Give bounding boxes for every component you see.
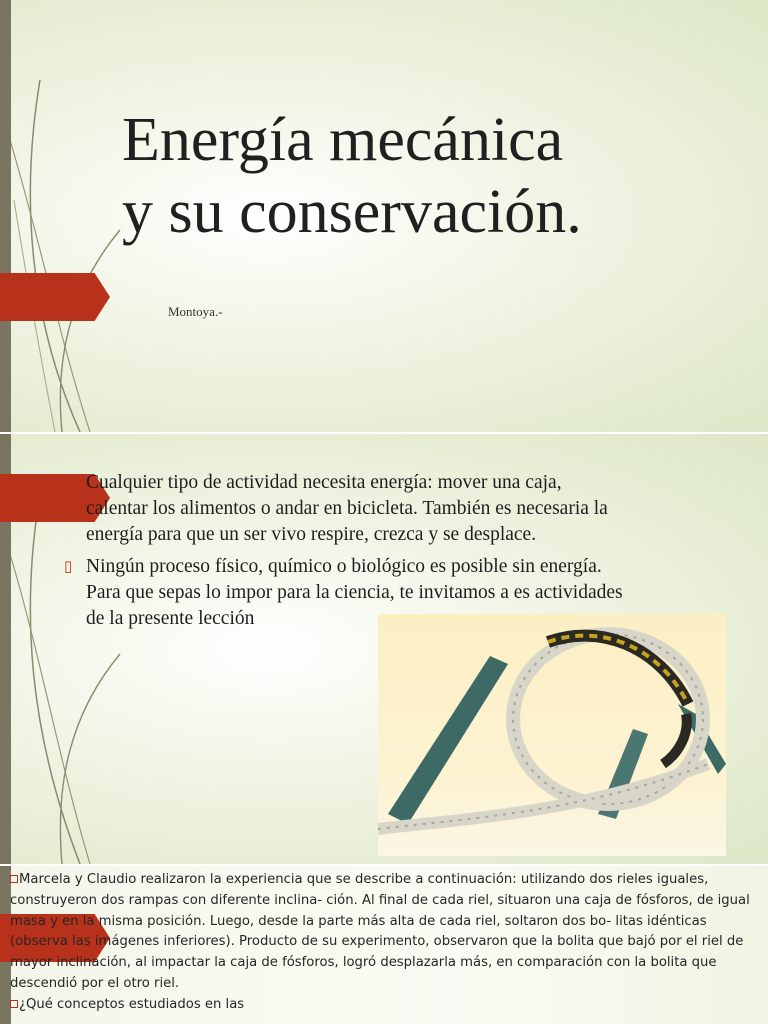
left-sidebar-bar — [0, 0, 11, 432]
title-line-1: Energía mecánica — [122, 106, 564, 174]
slide-title — [122, 104, 742, 248]
question-text: ¿Qué conceptos estudiados en las — [19, 996, 245, 1012]
author-name: Montoya.- — [168, 304, 223, 319]
decorative-swirl — [0, 0, 140, 432]
roller-coaster-image — [378, 614, 726, 856]
bullet-text: Cualquier tipo de actividad necesita energía: mover una caja, calentar los alimentos o andar en bicicleta. También es necesaria la energía para que un ser vivo respire, crezca y se desplace. — [86, 472, 608, 545]
title-line-2: y su conservación. — [122, 178, 582, 246]
square-bullet-icon — [10, 1000, 18, 1008]
text-slide — [0, 866, 768, 1024]
title-slide — [0, 0, 768, 432]
content-slide — [0, 434, 768, 864]
experiment-text — [10, 870, 750, 1016]
bullet-text: Ningún proceso físico, químico o biológico es posible sin energía. Para que sepas lo impor para la ciencia, te invitamos a es actividades de la presente lección — [86, 556, 623, 629]
bullet-icon: ▯ — [64, 559, 73, 575]
list-item — [64, 470, 624, 548]
bullet-icon: ▯ — [64, 475, 73, 491]
paragraph-text: Marcela y Claudio realizaron la experiencia que se describe a continuación: utilizando dos rieles iguales, construyeron dos rampas con diferente inclina- ción. Al final de cada riel, situaron una caja de fósforos, de igual masa y en la misma posición. Luego, desde la parte más alta de cada riel, soltaron dos bo- litas idénticas (observa las imágenes inferiores). Producto de su experimento, observaron que la bolita que bajó por el riel de mayor inclinación, al impactar la caja de fósforos, logró desplazarla más, en comparación con la bolita que descendió por el otro riel. — [10, 872, 750, 991]
red-arrow-tab — [0, 273, 110, 321]
square-bullet-icon — [10, 875, 18, 883]
bullet-list — [64, 470, 624, 638]
